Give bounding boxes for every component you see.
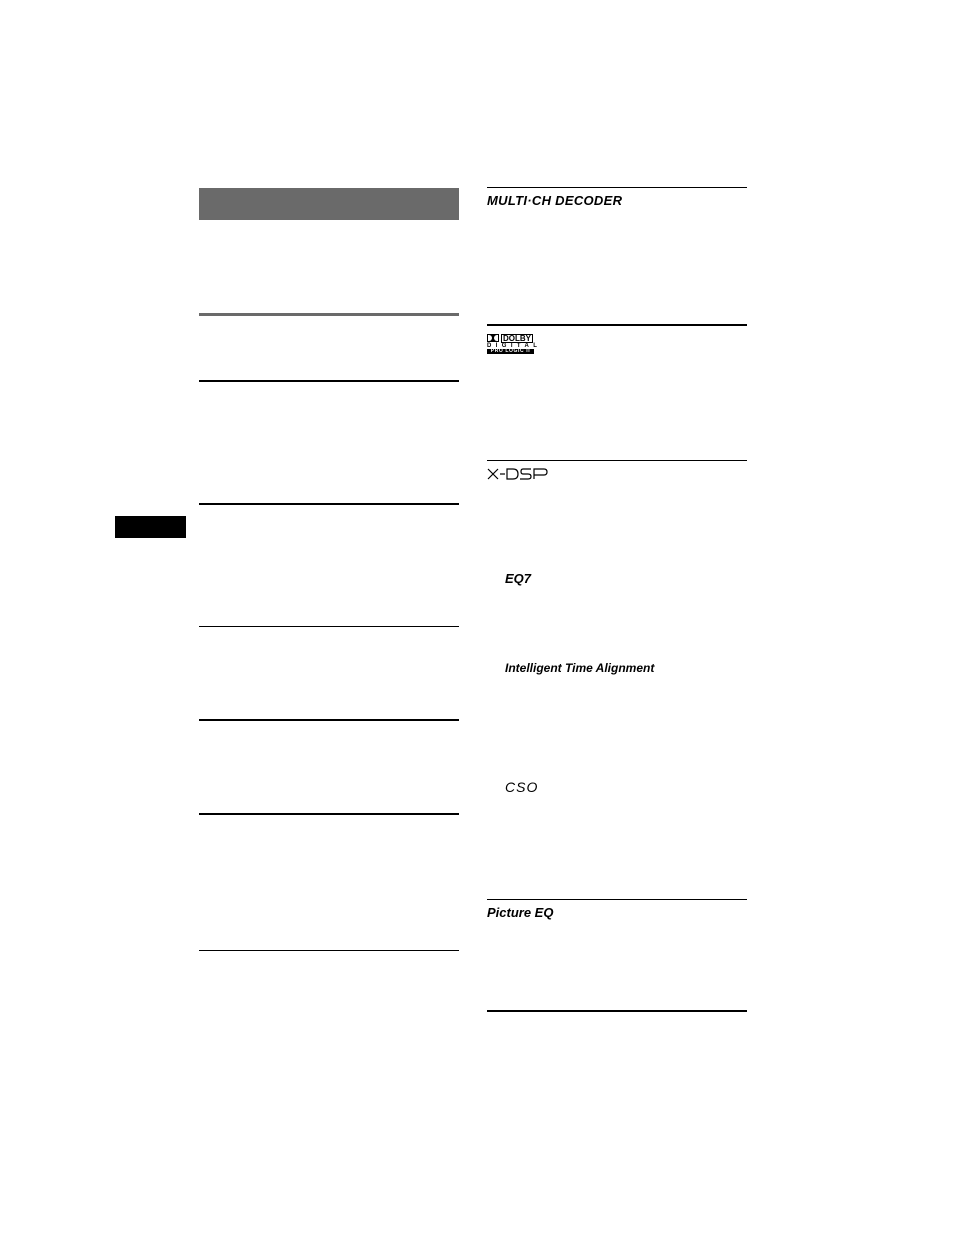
picture-eq-logo: Picture EQ <box>487 905 554 920</box>
left-rule-4 <box>199 626 459 627</box>
xdsp-logo <box>487 467 551 481</box>
left-rule-6 <box>199 813 459 815</box>
right-rule-1 <box>487 187 747 188</box>
left-rule-1 <box>199 313 459 316</box>
right-rule-2 <box>487 324 747 326</box>
eq7-logo: EQ7 <box>505 571 532 586</box>
double-d-icon <box>487 334 499 342</box>
right-rule-3 <box>487 460 747 461</box>
left-rule-2 <box>199 380 459 382</box>
left-rule-5 <box>199 719 459 721</box>
left-rule-7 <box>199 950 459 951</box>
dolby-word: DOLBY <box>503 333 531 343</box>
intelligent-time-alignment-logo: Intelligent Time Alignment <box>505 661 655 675</box>
left-rule-3 <box>199 503 459 505</box>
multi-ch-decoder-logo: MULTI·CH DECODER <box>487 193 623 208</box>
cso-logo: CSO <box>505 779 539 795</box>
dolby-digital-text: DIGITAL <box>487 343 542 349</box>
section-header-bar <box>199 188 459 220</box>
right-rule-5 <box>487 1010 747 1012</box>
right-rule-4 <box>487 899 747 900</box>
xdsp-logo-graphic <box>487 467 551 481</box>
dolby-digital-pro-logic-logo <box>487 333 542 354</box>
dolby-pro-logic-text: PRO LOGIC II <box>487 349 534 354</box>
side-index-tab <box>115 516 186 538</box>
